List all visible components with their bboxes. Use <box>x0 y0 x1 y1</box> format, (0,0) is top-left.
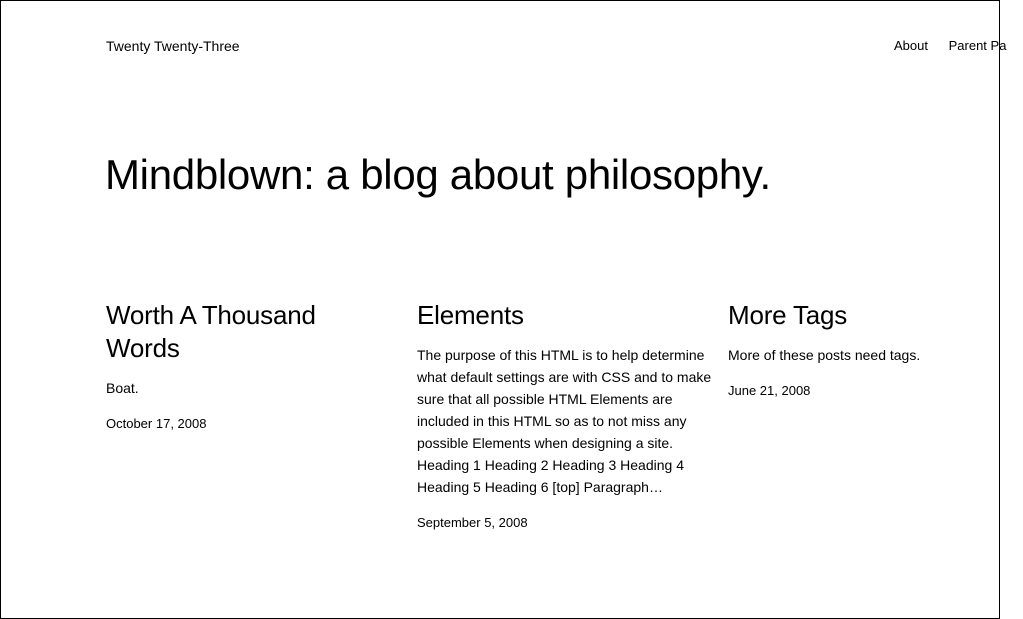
nav-item-parent-page[interactable]: Parent Pa <box>948 38 1007 53</box>
post-title <box>728 299 988 332</box>
post-title-link[interactable]: Elements <box>417 300 524 330</box>
primary-navigation <box>894 37 1023 55</box>
post-title-link[interactable]: Worth A Thousand Words <box>106 300 316 363</box>
post-title-link[interactable]: More Tags <box>728 300 848 330</box>
page-heading: Mindblown: a blog about philosophy. <box>105 151 771 198</box>
site-title-link[interactable]: Twenty Twenty-Three <box>106 38 240 54</box>
post-excerpt: Boat. <box>106 380 139 396</box>
post-date: September 5, 2008 <box>417 515 528 530</box>
post-title <box>106 299 396 365</box>
nav-item-about[interactable]: About <box>894 38 928 53</box>
post-title <box>417 299 713 332</box>
post-card <box>417 299 713 532</box>
post-card <box>728 299 988 400</box>
post-card <box>106 299 396 433</box>
post-excerpt: The purpose of this HTML is to help determine what default settings are with CSS and to make sure that all possible HTML Elements are included in this HTML so as to not miss any possible Elements when designing a site. Heading 1 Heading 2 Heading 3 Heading 4 Heading 5 Heading 6 [top] Paragraph… <box>417 347 712 495</box>
post-excerpt: More of these posts need tags. <box>728 347 921 363</box>
post-date: June 21, 2008 <box>728 383 811 398</box>
post-date: October 17, 2008 <box>106 416 207 431</box>
